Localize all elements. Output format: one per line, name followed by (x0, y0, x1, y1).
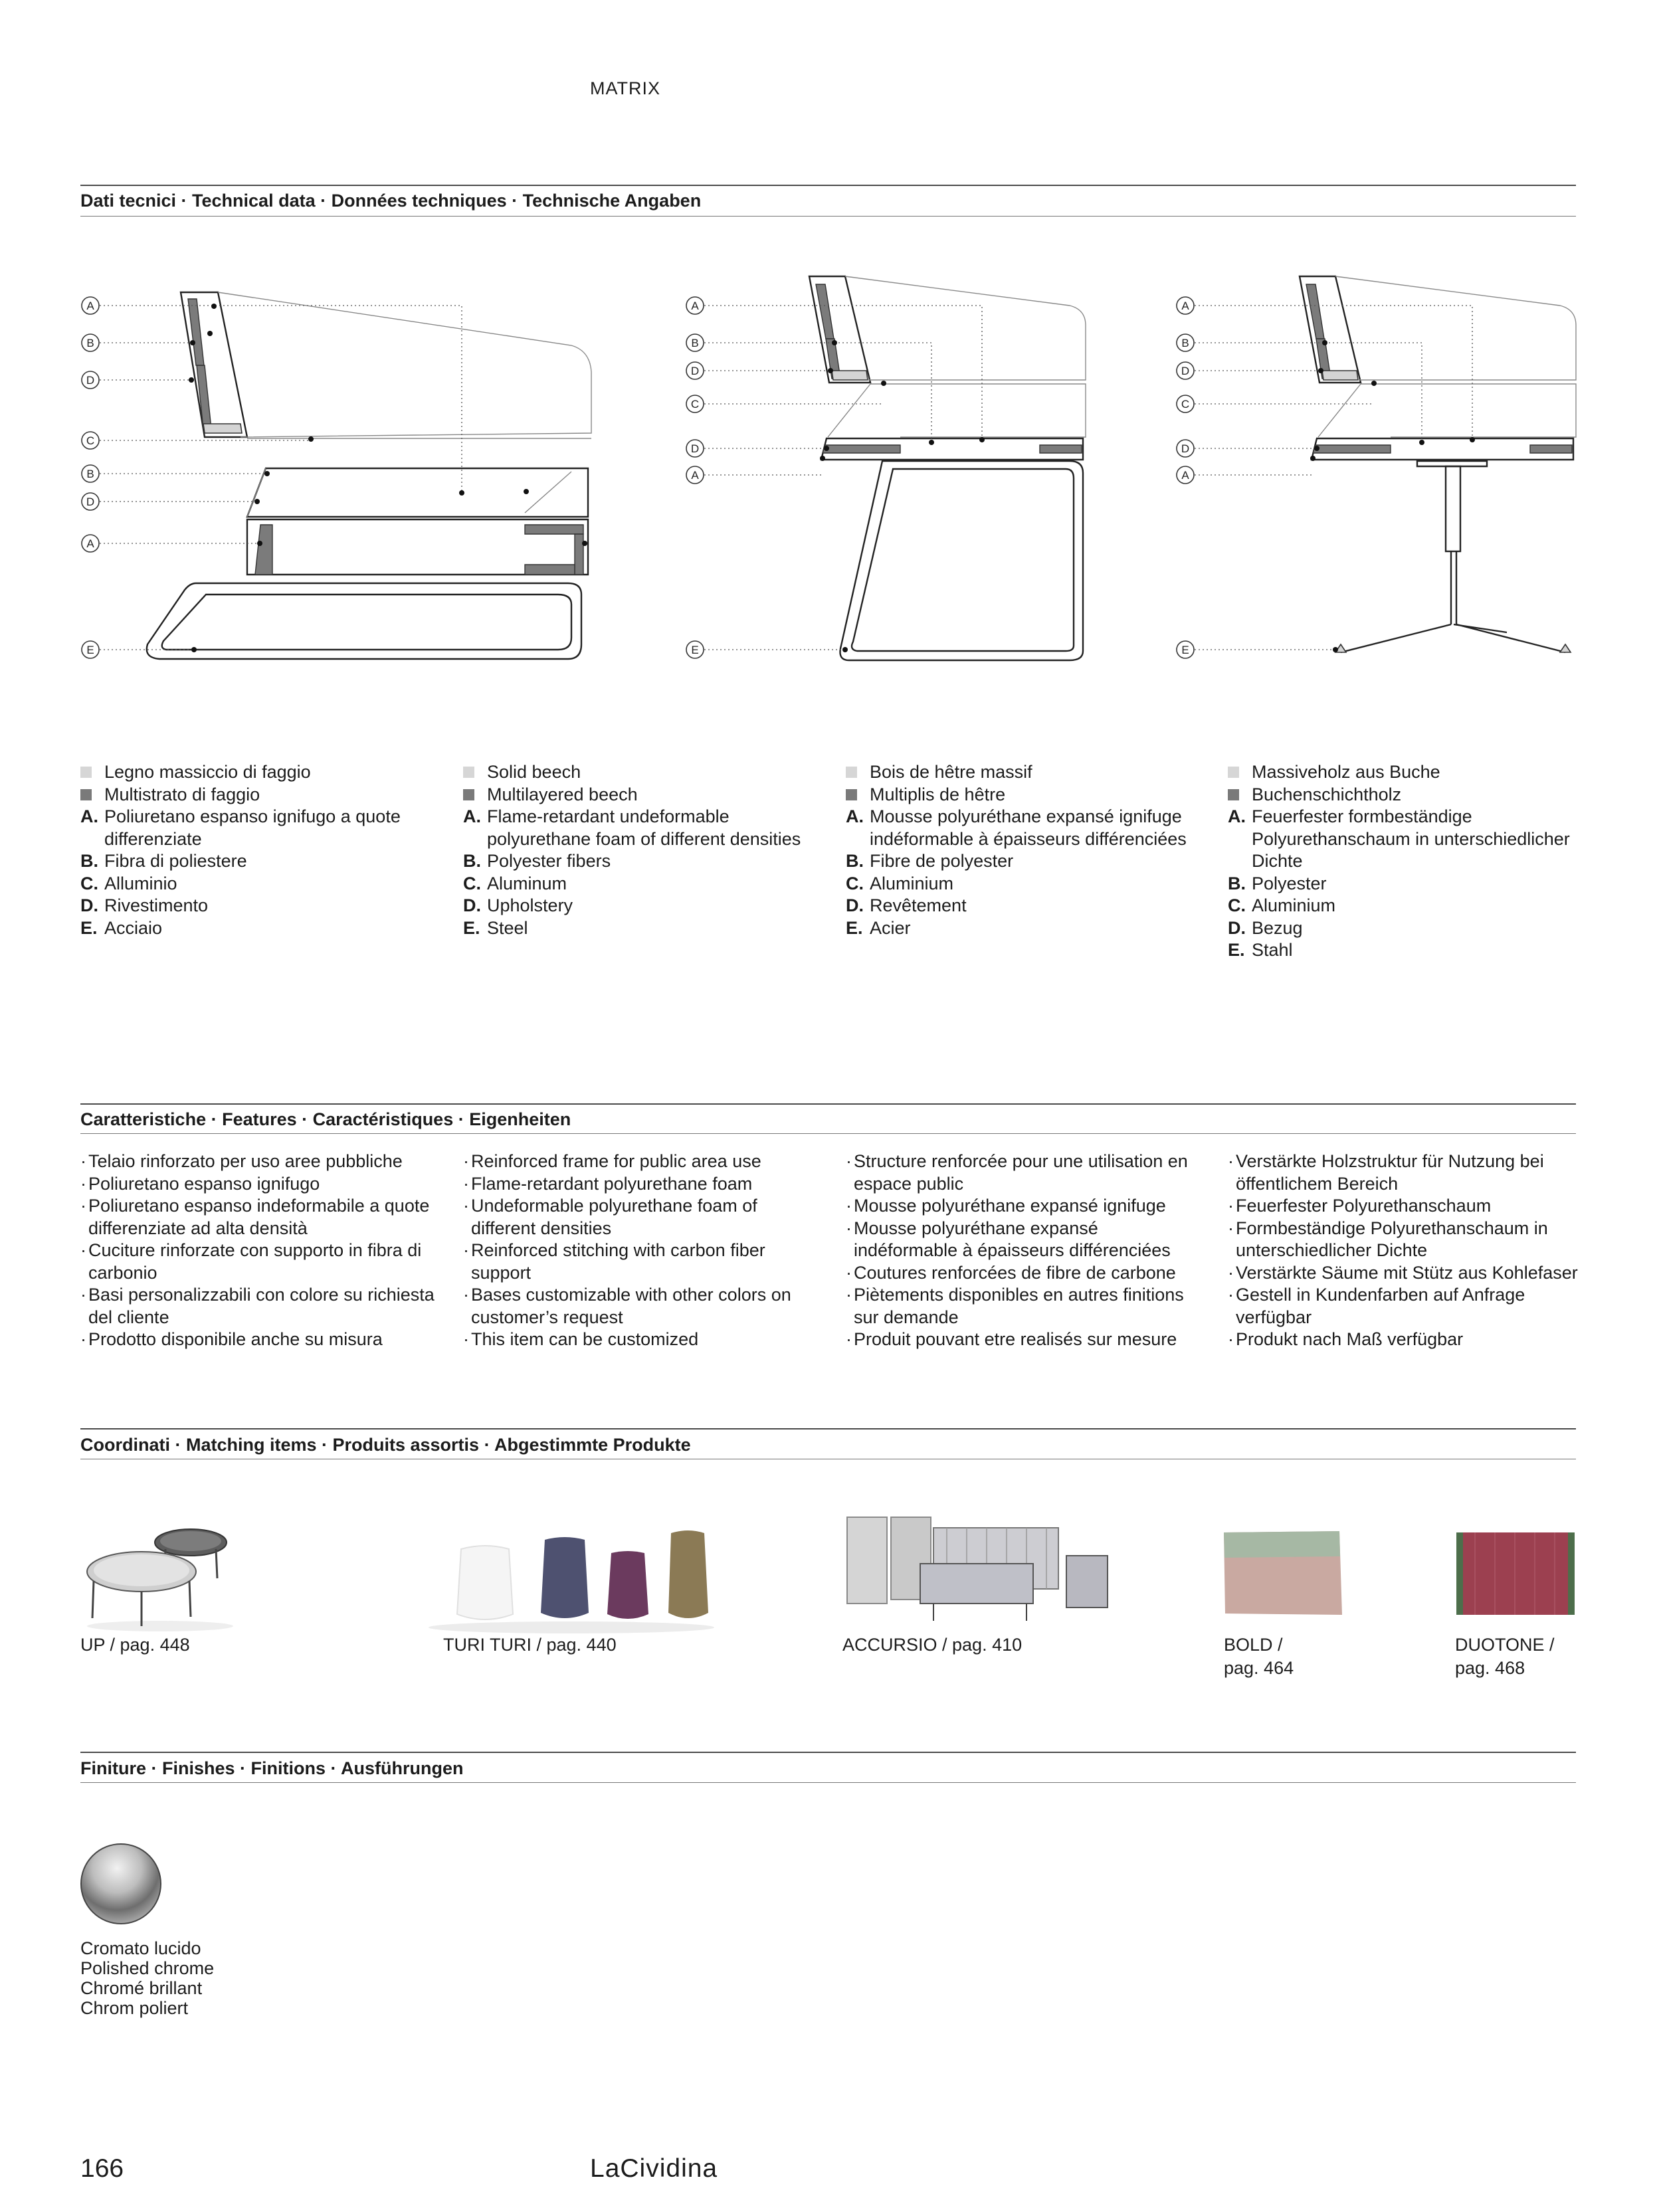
svg-text:E: E (86, 644, 94, 656)
features-italian: · Telaio rinforzato per uso aree pubbliche · Poliuretano espanso ignifugo · Poliuretano espanso indeformabile a quote differenziate ad alta densità · Cuciture rinforzate con supporto in fibra di carbonio · Basi personalizzabili con colore su richiesta del cliente · Prodotto disponibile anche su misura (80, 1151, 435, 1349)
svg-text:D: D (86, 496, 95, 508)
svg-text:D: D (1181, 442, 1190, 455)
multilayer-beech-swatch (80, 789, 92, 800)
product-accursio-caption[interactable]: ACCURSIO / pag. 410 (842, 1635, 1023, 1655)
features-rule-bottom (80, 1133, 1576, 1134)
svg-text:A: A (691, 300, 699, 312)
features-french: · Structure renforcée pour une utilisation en espace public · Mousse polyuréthane expansé ignifuge · Mousse polyuréthane expansé indéformable à épaisseurs différenciées · Coutures renforcées de fibre de carbone · Piètements disponibles en autres finitions sur demande · Produit pouvant etre realisés sur mesure (846, 1151, 1188, 1349)
view2-labels (686, 297, 704, 658)
section-rule-top (80, 185, 1576, 186)
finishes-title: Finiture · Finishes · Finitions · Ausführungen (80, 1758, 464, 1778)
finishes-rule-bottom (80, 1782, 1576, 1783)
diagram-view-1 (82, 292, 591, 659)
svg-text:C: C (86, 434, 95, 447)
page-header-title: MATRIX (590, 78, 660, 98)
svg-text:B: B (1181, 337, 1189, 349)
legend-italian: Legno massiccio di faggio Multistrato di faggio A. Poliuretano espanso ignifugo a quote differenziate B. Fibra di poliestere C. Alluminio D. Rivestimento E. Acciaio (80, 762, 401, 938)
matching-rule-top (80, 1428, 1576, 1429)
page-number: 166 (80, 2154, 124, 2183)
product-up-caption[interactable]: UP / pag. 448 (80, 1635, 190, 1655)
svg-text:A: A (1181, 300, 1189, 312)
svg-text:A: A (1181, 469, 1189, 482)
product-bold-image[interactable] (1221, 1530, 1345, 1616)
svg-text:D: D (690, 442, 700, 455)
svg-text:D: D (690, 365, 700, 377)
legend-english: Solid beech Multilayered beech A. Flame-retardant undeformable polyurethane foam of different densities B. Polyester fibers C. Aluminum D. Upholstery E. Steel (463, 762, 801, 938)
svg-text:C: C (690, 398, 700, 411)
technical-diagrams (66, 266, 1595, 684)
svg-text:B: B (691, 337, 699, 349)
features-english: · Reinforced frame for public area use · Flame-retardant polyurethane foam · Undeformable polyurethane foam of different densities · Reinforced stitching with carbon fiber support · Bases customizable with other colors on customer’s request · This item can be customized (463, 1151, 791, 1349)
legend-french: Bois de hêtre massif Multiplis de hêtre A. Mousse polyuréthane expansé ignifuge indéformable à épaisseurs différenciées B. Fibre de polyester C. Aluminium D. Revêtement E. Acier (846, 762, 1187, 938)
svg-text:B: B (86, 468, 94, 480)
section-rule-bottom (80, 216, 1576, 217)
matching-title: Coordinati · Matching items · Produits assortis · Abgestimmte Produkte (80, 1435, 691, 1455)
finish-polished-chrome-swatch[interactable] (80, 1843, 161, 1924)
brand-name: LaCividina (590, 2154, 718, 2183)
diagram-view-3 (1177, 276, 1576, 658)
features-rule-top (80, 1103, 1576, 1105)
svg-text:A: A (86, 300, 94, 312)
view1-labels (82, 297, 99, 658)
svg-text:D: D (86, 374, 95, 387)
product-duotone-caption[interactable]: DUOTONE / pag. 468 (1455, 1635, 1555, 1678)
product-up-image[interactable] (80, 1520, 240, 1633)
finish-labels: Cromato lucido Polished chrome Chromé brillant Chrom poliert (80, 1938, 215, 2018)
view3-labels (1177, 297, 1194, 658)
product-turi-turi-caption[interactable]: TURI TURI / pag. 440 (443, 1635, 617, 1655)
svg-text:E: E (691, 644, 699, 656)
product-accursio-image[interactable] (840, 1515, 1113, 1627)
diagram-view-2 (686, 276, 1086, 660)
svg-text:A: A (86, 537, 94, 550)
product-turi-turi-image[interactable] (425, 1528, 718, 1634)
product-bold-caption[interactable]: BOLD / pag. 464 (1224, 1635, 1294, 1678)
product-duotone-image[interactable] (1455, 1531, 1576, 1616)
svg-text:B: B (86, 337, 94, 349)
svg-text:C: C (1181, 398, 1190, 411)
features-german: · Verstärkte Holzstruktur für Nutzung bei öffentlichem Bereich · Feuerfester Polyurethanschaum · Formbeständige Polyurethanschaum in unterschiedlicher Dichte · Verstärkte Säume mit Stütz aus Kohlefaser · Gestell in Kundenfarben auf Anfrage verfügbar · Produkt nach Maß verfügbar (1228, 1151, 1578, 1349)
svg-text:E: E (1181, 644, 1189, 656)
finishes-rule-top (80, 1752, 1576, 1753)
technical-data-title: Dati tecnici · Technical data · Données techniques · Technische Angaben (80, 191, 702, 211)
solid-beech-swatch (80, 767, 92, 778)
svg-text:D: D (1181, 365, 1190, 377)
features-title: Caratteristiche · Features · Caractéristiques · Eigenheiten (80, 1109, 571, 1129)
svg-text:A: A (691, 469, 699, 482)
legend-german: Massiveholz aus Buche Buchenschichtholz A. Feuerfester formbeständige Polyurethanschaum in unterschiedlicher Dichte B. Polyester C. Aluminium D. Bezug E. Stahl (1228, 762, 1570, 960)
